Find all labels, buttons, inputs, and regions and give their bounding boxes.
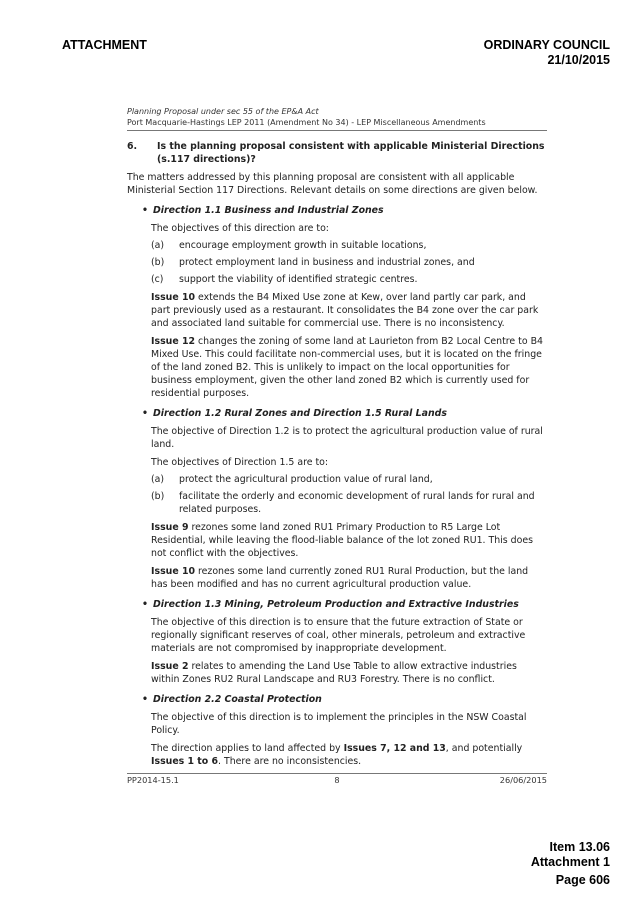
list-item <box>151 256 547 269</box>
list-item <box>151 473 547 486</box>
issue-text: relates to amending the Land Use Table to allow extractive industries within Zones RU2 Rural Landscape and RU3 Forestry. There is no conflict. <box>151 661 517 685</box>
direction-heading <box>127 693 547 706</box>
issue-text: rezones some land zoned RU1 Primary Production to R5 Large Lot Residential, while leaving the flood-liable balance of the lot zoned RU1. This does not conflict with the objectives. <box>151 522 533 559</box>
agenda-page-number: Page 606 <box>555 873 610 887</box>
header-rule <box>127 130 547 131</box>
page-footer <box>127 773 547 786</box>
direction-body <box>127 222 547 400</box>
issue-text: rezones some land currently zoned RU1 Rural Production, but the land has been modified and has no current agricultural production value. <box>151 566 529 590</box>
running-head-line2: Port Macquarie-Hastings LEP 2011 (Amendment No 34) - LEP Miscellaneous Amendments <box>127 117 486 127</box>
issue-text: The direction applies to land affected by <box>151 743 344 754</box>
direction-body <box>127 425 547 591</box>
issue-text: extends the B4 Mixed Use zone at Kew, over land partly car park, and part previously used as a restaurant. It consolidates the B4 zone over the car park and associated land suitable for commercial use. There is no inconsistency. <box>151 292 539 329</box>
list-text: protect the agricultural production value of rural land, <box>179 474 433 485</box>
issue-paragraph <box>151 660 547 686</box>
issue-paragraph <box>151 335 547 400</box>
list-item <box>151 490 547 516</box>
section-intro: The matters addressed by this planning proposal are consistent with all applicable Ministerial Section 117 Directions. Relevant details on some directions are given below. <box>127 172 538 196</box>
list-label: (c) <box>151 274 164 285</box>
direction-heading-text: Direction 2.2 Coastal Protection <box>153 694 322 705</box>
direction-heading-text: Direction 1.1 Business and Industrial Zones <box>153 205 384 216</box>
item-reference <box>531 840 610 870</box>
issue-text: changes the zoning of some land at Laurieton from B2 Local Centre to B4 Mixed Use. This could facilitate non-commercial uses, but it is located on the fringe of the land zoned B2. This is unlikely to impact on the local opportunities for business employment, given the other land zoned B2 which is currently used for residential purposes. <box>151 336 543 399</box>
direction-heading-text: Direction 1.3 Mining, Petroleum Production and Extractive Industries <box>153 599 519 610</box>
section-heading <box>127 140 547 166</box>
section-title: Is the planning proposal consistent with applicable Ministerial Directions (s.117 directions)? <box>157 141 545 165</box>
section-number: 6. <box>127 141 138 152</box>
list-item <box>151 239 547 252</box>
bullet-icon: • <box>142 205 148 216</box>
objective-paragraph: The objective of Direction 1.2 is to protect the agricultural production value of rural land. <box>151 426 543 450</box>
issue-ref: Issue 10 <box>151 292 195 303</box>
footer-doc-ref: PP2014-15.1 <box>127 775 179 785</box>
meeting-date: 21/10/2015 <box>547 53 610 67</box>
issue-ref: Issue 10 <box>151 566 195 577</box>
direction-body <box>127 616 547 686</box>
issue-paragraph <box>151 565 547 591</box>
issue-ref: Issues 1 to 6 <box>151 756 219 767</box>
objective-paragraph: The objective of this direction is to ensure that the future extraction of State or regionally significant reserves of coal, other minerals, petroleum and extractive materials are not compromised by inappropriate development. <box>151 617 526 654</box>
running-head-line1: Planning Proposal under sec 55 of the EP&A Act <box>127 107 319 116</box>
issue-text: , and potentially <box>445 743 523 754</box>
list-text: encourage employment growth in suitable locations, <box>179 240 427 251</box>
issue-ref: Issue 9 <box>151 522 189 533</box>
issue-ref: Issue 2 <box>151 661 189 672</box>
list-label: (a) <box>151 240 165 251</box>
attachment-label: ATTACHMENT <box>62 38 147 52</box>
issue-ref: Issue 12 <box>151 336 195 347</box>
list-label: (a) <box>151 474 165 485</box>
bullet-icon: • <box>142 408 148 419</box>
item-number: Item 13.06 <box>549 840 610 854</box>
list-item <box>151 273 547 286</box>
objectives-intro: The objectives of Direction 1.5 are to: <box>151 457 329 468</box>
direction-heading <box>127 598 547 611</box>
issue-paragraph <box>151 291 547 330</box>
meeting-header <box>484 38 610 68</box>
direction-body <box>127 711 547 768</box>
issue-paragraph <box>151 742 547 768</box>
bullet-icon: • <box>142 599 148 610</box>
meeting-title: ORDINARY COUNCIL <box>483 38 610 52</box>
issue-text: . There are no inconsistencies. <box>218 756 362 767</box>
issue-paragraph <box>151 521 547 560</box>
list-text: protect employment land in business and industrial zones, and <box>179 257 475 268</box>
issue-ref: Issues 7, 12 and 13 <box>343 743 446 754</box>
attachment-number: Attachment 1 <box>530 855 610 869</box>
document-page <box>127 107 547 768</box>
direction-heading <box>127 407 547 420</box>
direction-heading <box>127 204 547 217</box>
list-text: support the viability of identified strategic centres. <box>179 274 418 285</box>
objective-paragraph: The objective of this direction is to implement the principles in the NSW Coastal Policy. <box>151 712 527 736</box>
footer-date: 26/06/2015 <box>499 775 547 785</box>
direction-heading-text: Direction 1.2 Rural Zones and Direction 1.5 Rural Lands <box>153 408 447 419</box>
list-label: (b) <box>151 257 165 268</box>
footer-page-number: 8 <box>334 775 340 785</box>
list-text: facilitate the orderly and economic development of rural lands for rural and related purposes. <box>179 491 535 515</box>
list-label: (b) <box>151 491 165 502</box>
objectives-intro: The objectives of this direction are to: <box>151 223 329 234</box>
bullet-icon: • <box>142 694 148 705</box>
